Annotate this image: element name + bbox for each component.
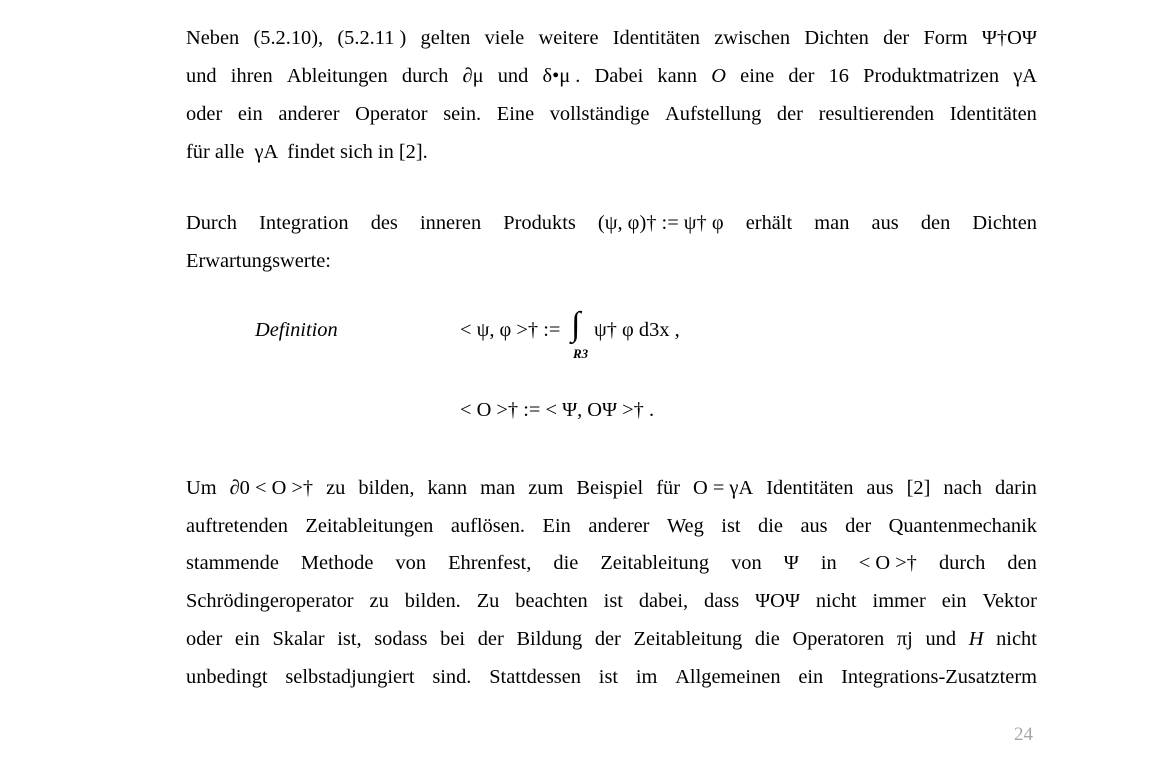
- word: bei: [440, 628, 466, 650]
- math-o-equals-gamma-a: O = γA: [693, 477, 754, 499]
- paragraph-1-line-1: [186, 24, 1037, 52]
- word: Produktmatrizen: [863, 65, 1000, 87]
- word: Skalar: [272, 628, 325, 650]
- word: Integrations-Zusatzterm: [841, 666, 1037, 688]
- word: selbstadjungiert: [285, 666, 415, 688]
- word: der: [594, 628, 621, 650]
- word: [2]: [906, 477, 931, 499]
- word: Operator: [355, 103, 428, 125]
- page-number: 24: [1014, 724, 1033, 745]
- word: dabei,: [638, 590, 689, 612]
- word: 16: [828, 65, 849, 87]
- word: Dichten: [804, 27, 869, 49]
- word: Um: [186, 477, 217, 499]
- math-expectation-o: < O >†: [858, 552, 917, 574]
- math-delta-dot-mu: δ•μ .: [542, 65, 581, 87]
- math-h: H: [968, 628, 984, 650]
- word: Form: [923, 27, 968, 49]
- word: Zeitableitung: [633, 628, 743, 650]
- definition-equation-1-lhs: < ψ, φ >† :=: [460, 319, 561, 341]
- word: der: [883, 27, 910, 49]
- word: Identitäten: [766, 477, 854, 499]
- text-line: Erwartungswerte:: [186, 250, 331, 272]
- word: von: [395, 552, 427, 574]
- word: sind.: [432, 666, 472, 688]
- word: zwischen: [714, 27, 791, 49]
- word: ist: [603, 590, 623, 612]
- word: den: [1007, 552, 1037, 574]
- word: zu: [326, 477, 346, 499]
- word: Identitäten: [949, 103, 1037, 125]
- word: und: [186, 65, 217, 87]
- word: von: [731, 552, 762, 574]
- word: Ehrenfest,: [448, 552, 532, 574]
- word: weitere: [538, 27, 599, 49]
- word: der: [477, 628, 504, 650]
- definition-equation-2: < O >† := < Ψ, OΨ >† .: [460, 399, 655, 421]
- word: in: [820, 552, 837, 574]
- word: sodass: [374, 628, 428, 650]
- word: ist: [721, 515, 741, 537]
- math-o: O: [711, 65, 726, 87]
- word: resultierenden: [818, 103, 935, 125]
- word: Integration: [259, 212, 349, 234]
- word: für: [656, 477, 680, 499]
- word: der: [788, 65, 815, 87]
- word: Zu: [476, 590, 500, 612]
- paragraph-3-line-6: [186, 663, 1037, 691]
- word: ihren: [230, 65, 273, 87]
- paragraph-1-line-4: [186, 138, 1037, 166]
- word: anderer: [278, 103, 340, 125]
- word: erhält: [745, 212, 793, 234]
- word: gelten: [420, 27, 471, 49]
- word: Eine: [496, 103, 535, 125]
- word: inneren: [420, 212, 482, 234]
- word: Vektor: [982, 590, 1037, 612]
- word: zum: [528, 477, 564, 499]
- integral-symbol: ∫: [571, 306, 581, 343]
- word: auftretenden: [186, 515, 288, 537]
- word: sein.: [443, 103, 482, 125]
- word: aus: [800, 515, 828, 537]
- word: kann: [657, 65, 698, 87]
- word: Weg: [666, 515, 704, 537]
- word: Beispiel: [576, 477, 644, 499]
- word: Aufstellung: [665, 103, 762, 125]
- paragraph-1-line-2: [186, 62, 1037, 90]
- paragraph-3-line-3: [186, 549, 1037, 577]
- word: Produkts: [503, 212, 576, 234]
- word: dass: [704, 590, 740, 612]
- word: Zeitableitungen: [305, 515, 434, 537]
- word: zu: [369, 590, 389, 612]
- word: oder: [186, 103, 223, 125]
- word: die: [553, 552, 579, 574]
- word: nicht: [815, 590, 857, 612]
- math-partial-mu: ∂μ: [462, 65, 484, 87]
- word: auflösen.: [450, 515, 526, 537]
- paragraph-3-line-4: [186, 587, 1037, 615]
- word: ein: [237, 103, 263, 125]
- word: viele: [484, 27, 525, 49]
- word: bilden.: [404, 590, 461, 612]
- word: bilden,: [358, 477, 415, 499]
- word: Quantenmechanik: [888, 515, 1037, 537]
- word: ist,: [337, 628, 362, 650]
- word: vollständige: [549, 103, 650, 125]
- math-psi: Ψ: [783, 552, 799, 574]
- integral-domain: R3: [573, 346, 589, 361]
- math-pi-j: πj: [896, 628, 913, 650]
- word: unbedingt: [186, 666, 268, 688]
- word: Dabei: [594, 65, 644, 87]
- paragraph-3-line-1: [186, 474, 1037, 502]
- definition-equation-1-rhs: ψ† φ d3x ,: [594, 319, 680, 341]
- word: nicht: [996, 628, 1037, 650]
- word: aus: [871, 212, 899, 234]
- word: man: [814, 212, 850, 234]
- word: Bildung: [516, 628, 583, 650]
- word: Operatoren: [792, 628, 885, 650]
- math-psi-dagger-o-psi: Ψ†OΨ: [981, 27, 1037, 49]
- word: (5.2.10),: [253, 27, 324, 49]
- word: stammende: [186, 552, 279, 574]
- word: eine: [740, 65, 775, 87]
- paragraph-3-line-2: [186, 512, 1037, 540]
- word: ein: [234, 628, 260, 650]
- word: Dichten: [972, 212, 1037, 234]
- word: aus: [866, 477, 894, 499]
- word: immer: [872, 590, 926, 612]
- word: kann: [427, 477, 468, 499]
- word: Schrödingeroperator: [186, 590, 354, 612]
- word: Neben: [186, 27, 240, 49]
- math-partial0-expectation-o: ∂0 < O >†: [229, 477, 314, 499]
- definition-label: Definition: [255, 319, 338, 341]
- math-psibar-o-psi: ΨOΨ: [755, 590, 800, 612]
- word: den: [920, 212, 951, 234]
- word: und: [497, 65, 529, 87]
- word: Durch: [186, 212, 237, 234]
- word: (5.2.11 ): [337, 27, 407, 49]
- word: des: [370, 212, 398, 234]
- word: Ableitungen: [286, 65, 388, 87]
- word: ein: [941, 590, 967, 612]
- word: durch: [401, 65, 449, 87]
- word: Ein: [542, 515, 571, 537]
- word: beachten: [515, 590, 588, 612]
- paragraph-1-line-3: [186, 100, 1037, 128]
- word: Identitäten: [612, 27, 700, 49]
- word: man: [480, 477, 516, 499]
- word: nach: [943, 477, 982, 499]
- word: ist: [598, 666, 619, 688]
- paragraph-2-line-1: [186, 209, 1037, 237]
- word: Zeitableitung: [600, 552, 710, 574]
- word: ein: [798, 666, 824, 688]
- word: darin: [994, 477, 1037, 499]
- word: die: [754, 628, 780, 650]
- word: Methode: [300, 552, 374, 574]
- word: der: [776, 103, 803, 125]
- word: die: [758, 515, 783, 537]
- word: im: [635, 666, 658, 688]
- paragraph-2-line-2: [186, 247, 1037, 275]
- word: Allgemeinen: [675, 666, 781, 688]
- paragraph-3-line-5: [186, 625, 1037, 653]
- word: anderer: [588, 515, 650, 537]
- word: und: [925, 628, 957, 650]
- math-inner-product-definition: (ψ, φ)† := ψ† φ: [597, 212, 724, 234]
- word: der: [845, 515, 872, 537]
- text-line: für alle γA findet sich in [2].: [186, 141, 428, 163]
- word: Stattdessen: [489, 666, 581, 688]
- word: durch: [938, 552, 986, 574]
- word: oder: [186, 628, 223, 650]
- math-gamma-a: γA: [1013, 65, 1037, 87]
